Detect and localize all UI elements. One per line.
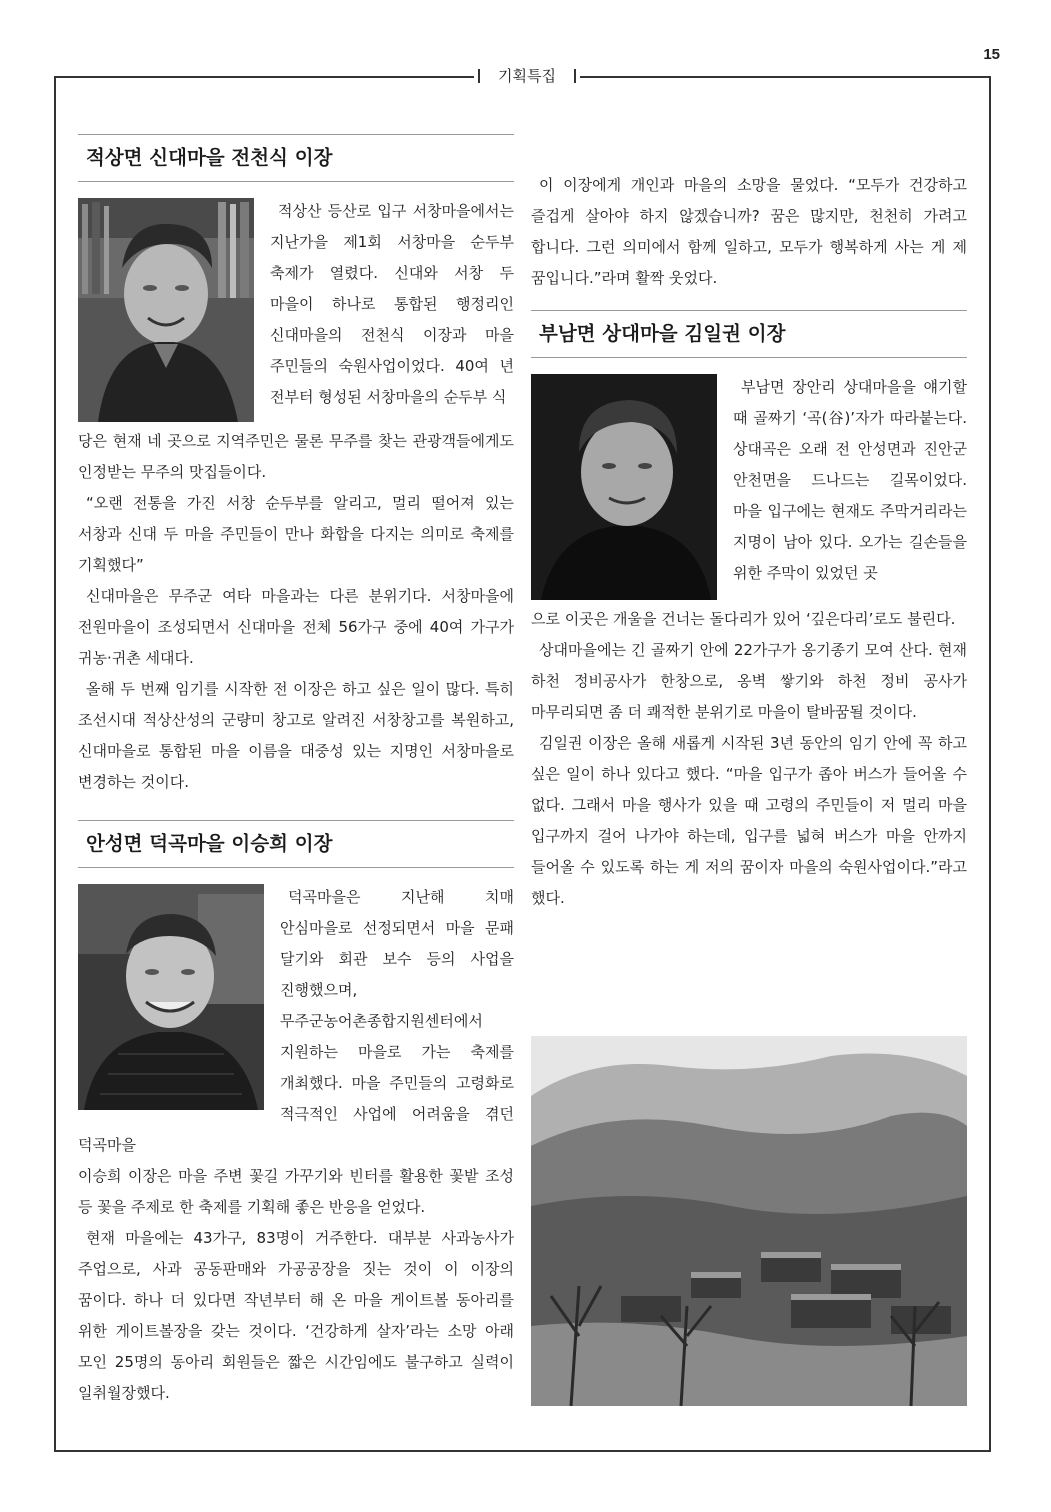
right-column: [531, 170, 967, 914]
article-deokgok: [78, 820, 514, 1409]
article-paragraph: 현재 마을에는 43가구, 83명이 거주한다. 대부분 사과농사가 주업으로, 사과 공동판매와 가공공장을 짓는 것이 이 이장의 꿈이다. 하나 더 있다면 작년부터 해 온 마을 게이트볼 동아리를 위한 게이트볼장을 갖는 것이다. ‘건강하게 살자’라는 소망 아래 모인 25명의 동아리 회원들은 짧은 시간임에도 불구하고 실력이 일취월장했다.: [78, 1229, 514, 1402]
article-paragraph: 김일권 이장은 올해 새롭게 시작된 3년 동안의 임기 안에 꼭 하고 싶은 일이 하나 있다고 했다. “마을 입구가 좁아 버스가 들어올 수 없다. 그래서 마을 행사가 있을 때 고령의 주민들이 저 멀리 마을 입구까지 걸어 나가야 하는데, 입구를 넓혀 버스가 마을 안까지 들어올 수 있도록 하는 게 저의 꿈이자 마을의 숙원사업이다.”라고 했다.: [531, 734, 967, 907]
article-paragraph: 당은 현재 네 곳으로 지역주민은 물론 무주를 찾는 관광객들에게도 인정받는 무주의 맛집들이다.: [78, 432, 514, 481]
portrait-photo: [531, 374, 717, 600]
article-title: 부남면 상대마을 김일권 이장: [531, 310, 967, 358]
article-title: 적상면 신대마을 전천식 이장: [78, 134, 514, 182]
section-tag: 기획특집: [474, 64, 580, 88]
article-wrapped-text: 덕곡마을은 지난해 치매 안심마을로 선정되면서 마을 문패 달기와 회관 보수 등의 사업을 진행했으며, 무주군농어촌종합지원센터에서 지원하는 마을로 가는 축제를 개최했다. 마을 주민들의 고령화로 적극적인 사업에 어려움을 겪던 덕곡마을: [78, 888, 514, 1154]
village-landscape-photo: [531, 1036, 967, 1406]
article-paragraph: 신대마을은 무주군 여타 마을과는 다른 분위기다. 서창마을에 전원마을이 조성되면서 신대마을 전체 56가구 중에 40여 가구가 귀농·귀촌 세대다.: [78, 587, 514, 667]
article-paragraph: 상대마을에는 긴 골짜기 안에 22가구가 옹기종기 모여 산다. 현재 하천 정비공사가 한창으로, 옹벽 쌓기와 하천 정비 공사가 마무리되면 좀 더 쾌적한 분위기로 마을이 탈바꿈될 것이다.: [531, 641, 967, 721]
article-paragraph: 올해 두 번째 임기를 시작한 전 이장은 하고 싶은 일이 많다. 특히 조선시대 적상산성의 군량미 창고로 알려진 서창창고를 복원하고, 신대마을로 통합된 마을 이름을 대중성 있는 지명인 서창마을로 변경하는 것이다.: [78, 680, 514, 791]
article-quote: “오랜 전통을 가진 서창 순두부를 알리고, 멀리 떨어져 있는 서창과 신대 두 마을 주민들이 만나 화합을 다지는 의미로 축제를 기획했다”: [78, 494, 514, 574]
article-paragraph: 이승희 이장은 마을 주변 꽃길 가꾸기와 빈터를 활용한 꽃밭 조성 등 꽃을 주제로 한 축제를 기획해 좋은 반응을 얻었다.: [78, 1167, 514, 1216]
portrait-photo: [78, 884, 264, 1110]
article-wrapped-text: 적상산 등산로 입구 서창마을에서는 지난가을 제1회 서창마을 순두부 축제가 열렸다. 신대와 서창 두 마을이 하나로 통합된 행정리인 신대마을의 전천식 이장과 마을 주민들의 숙원사업이었다. 40여 년 전부터 형성된 서창마을의 순두부 식: [270, 202, 514, 406]
article-paragraph: 으로 이곳은 개울을 건너는 돌다리가 있어 ‘깊은다리’로도 불린다.: [531, 610, 956, 628]
article-intro-continued: 이 이장에게 개인과 마을의 소망을 물었다. “모두가 건강하고 즐겁게 살아야 하지 않겠습니까? 꿈은 많지만, 천천히 가려고 합니다. 그런 의미에서 함께 일하고, 모두가 행복하게 사는 게 제 꿈입니다.”라며 활짝 웃었다.: [531, 176, 967, 287]
left-column: [78, 134, 514, 1409]
article-title: 안성면 덕곡마을 이승희 이장: [78, 820, 514, 868]
article-sindae: [78, 134, 514, 798]
article-wrapped-text: 부남면 장안리 상대마을을 얘기할 때 골짜기 ‘곡(谷)’자가 따라붙는다. 상대곡은 오래 전 안성면과 진안군 안천면을 드나드는 길목이었다. 마을 입구에는 현재도 주막거리라는 지명이 남아 있다. 오가는 길손들을 위한 주막이 있었던 곳: [733, 378, 967, 582]
page-number: 15: [983, 46, 1000, 63]
article-sangdae: [531, 310, 967, 914]
portrait-photo: [78, 198, 254, 422]
